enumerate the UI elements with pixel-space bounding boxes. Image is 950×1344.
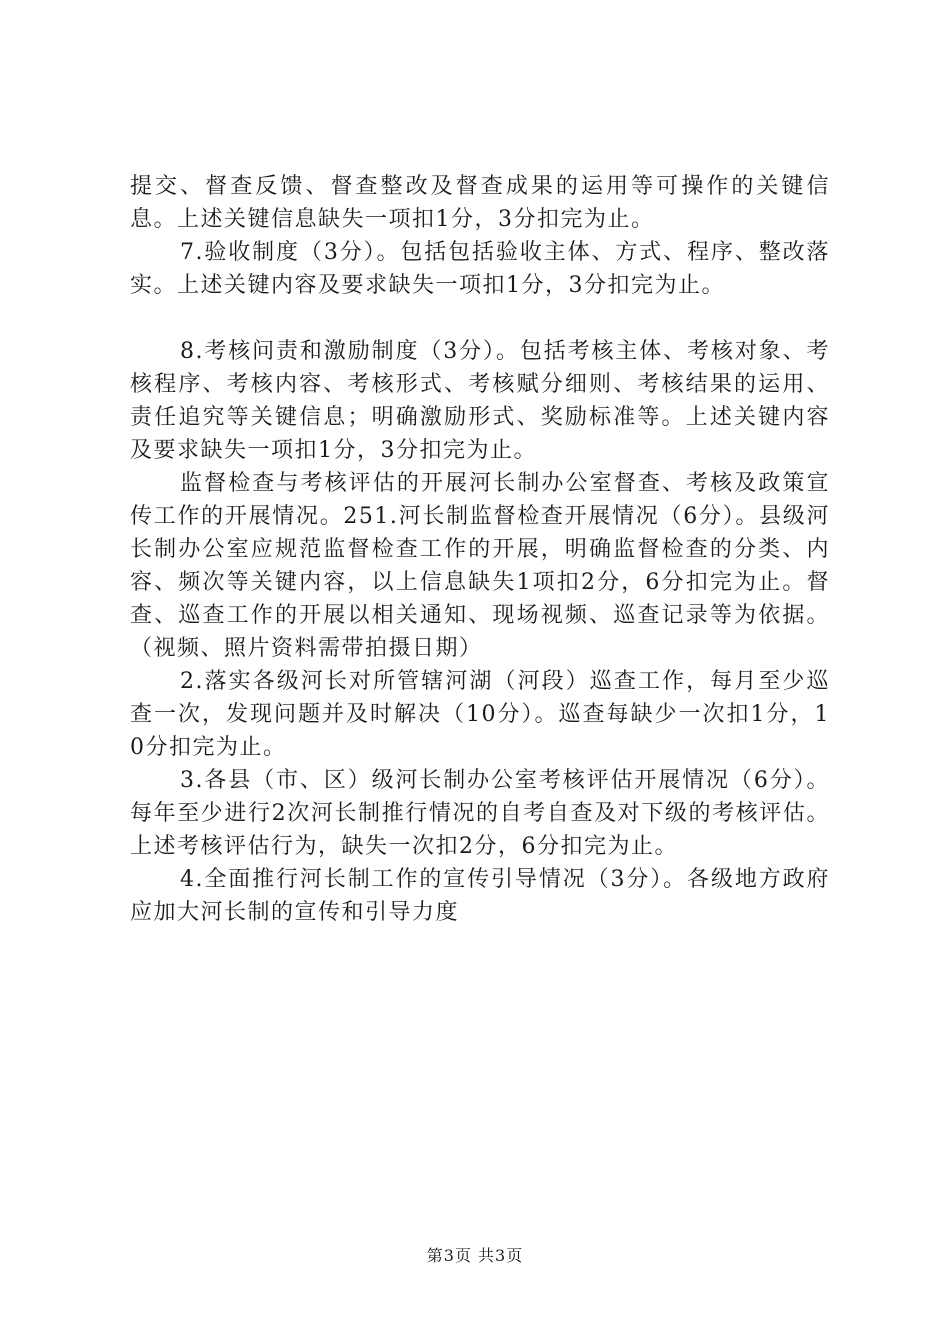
page-number-footer: 第3页 共3页 xyxy=(426,1246,524,1265)
paragraph-acceptance-system: 7.验收制度（3分）。包括包括验收主体、方式、程序、整改落实。上述关键内容及要求缺失一项扣1分，3分扣完为止。 xyxy=(130,240,830,298)
paragraph-publicity-guidance: 4.全面推行河长制工作的宣传引导情况（3分）。各级地方政府应加大河长制的宣传和引导力度 xyxy=(130,867,830,925)
document-body xyxy=(130,170,830,929)
paragraph-accountability-system: 8.考核问责和激励制度（3分）。包括考核主体、考核对象、考核程序、考核内容、考核形式、考核赋分细则、考核结果的运用、责任追究等关键信息；明确激励形式、奖励标准等。上述关键内容及要求缺失一项扣1分，3分扣完为止。 xyxy=(130,339,830,463)
paragraph-continuation: 提交、督查反馈、督查整改及督查成果的运用等可操作的关键信息。上述关键信息缺失一项扣1分，3分扣完为止。 xyxy=(130,174,830,232)
paragraph-assessment-evaluation: 3.各县（市、区）级河长制办公室考核评估开展情况（6分）。每年至少进行2次河长制推行情况的自考自查及对下级的考核评估。上述考核评估行为，缺失一次扣2分，6分扣完为止。 xyxy=(130,768,830,859)
paragraph-supervision-inspection: 监督检查与考核评估的开展河长制办公室督查、考核及政策宣传工作的开展情况。251.河长制监督检查开展情况（6分）。县级河长制办公室应规范监督检查工作的开展，明确监督检查的分类、内容、频次等关键内容，以上信息缺失1项扣2分，6分扣完为止。督查、巡查工作的开展以相关通知、现场视频、巡查记录等为依据。（视频、照片资料需带拍摄日期） xyxy=(130,471,830,661)
paragraph-river-patrol: 2.落实各级河长对所管辖河湖（河段）巡查工作，每月至少巡查一次，发现问题并及时解决（10分）。巡查每缺少一次扣1分，10分扣完为止。 xyxy=(130,669,830,760)
